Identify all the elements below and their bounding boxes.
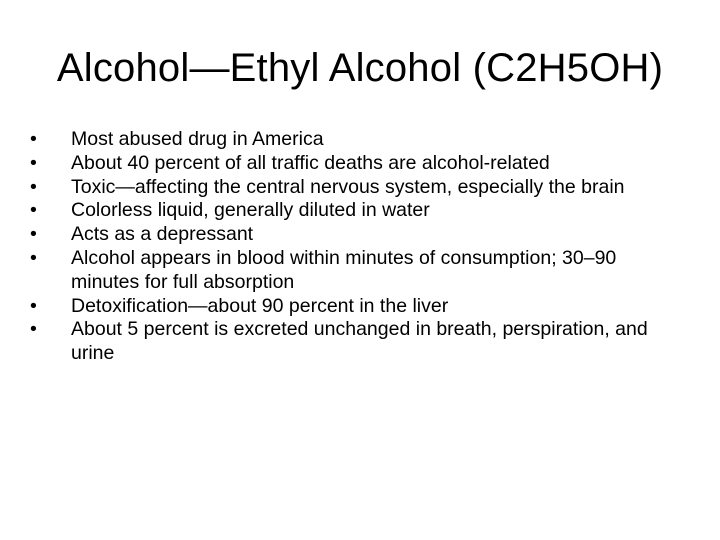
slide-title: Alcohol—Ethyl Alcohol (C2H5OH)	[56, 46, 664, 90]
bullet-text: Alcohol appears in blood within minutes of consumption; 30–90 minutes for full absorption	[71, 246, 617, 293]
bullet-text: Most abused drug in America	[71, 128, 324, 150]
bullet-item	[30, 247, 680, 295]
bullet-icon: •	[30, 223, 37, 246]
bullet-text: Acts as a depressant	[71, 223, 254, 246]
bullet-item	[30, 128, 680, 152]
bullet-item	[30, 176, 680, 200]
bullet-list	[30, 128, 680, 366]
bullet-item	[30, 223, 680, 247]
bullet-text: About 5 percent is excreted unchanged in breath, perspiration, and urine	[71, 318, 648, 365]
bullet-text: Detoxification—about 90 percent in the liver	[71, 294, 449, 317]
bullet-icon: •	[30, 246, 37, 269]
bullet-icon: •	[30, 318, 37, 341]
bullet-item	[30, 152, 680, 176]
bullet-item	[30, 199, 680, 223]
bullet-icon: •	[30, 175, 37, 198]
bullet-item	[30, 318, 680, 366]
bullet-icon: •	[30, 199, 37, 222]
bullet-icon: •	[30, 294, 37, 317]
bullet-text: About 40 percent of all traffic deaths are alcohol-related	[71, 151, 550, 174]
bullet-text: Colorless liquid, generally diluted in water	[71, 199, 430, 222]
bullet-text: Toxic—affecting the central nervous system, especially the brain	[71, 175, 625, 198]
bullet-icon: •	[30, 151, 37, 174]
bullet-icon: •	[30, 128, 37, 150]
bullet-item	[30, 295, 680, 319]
